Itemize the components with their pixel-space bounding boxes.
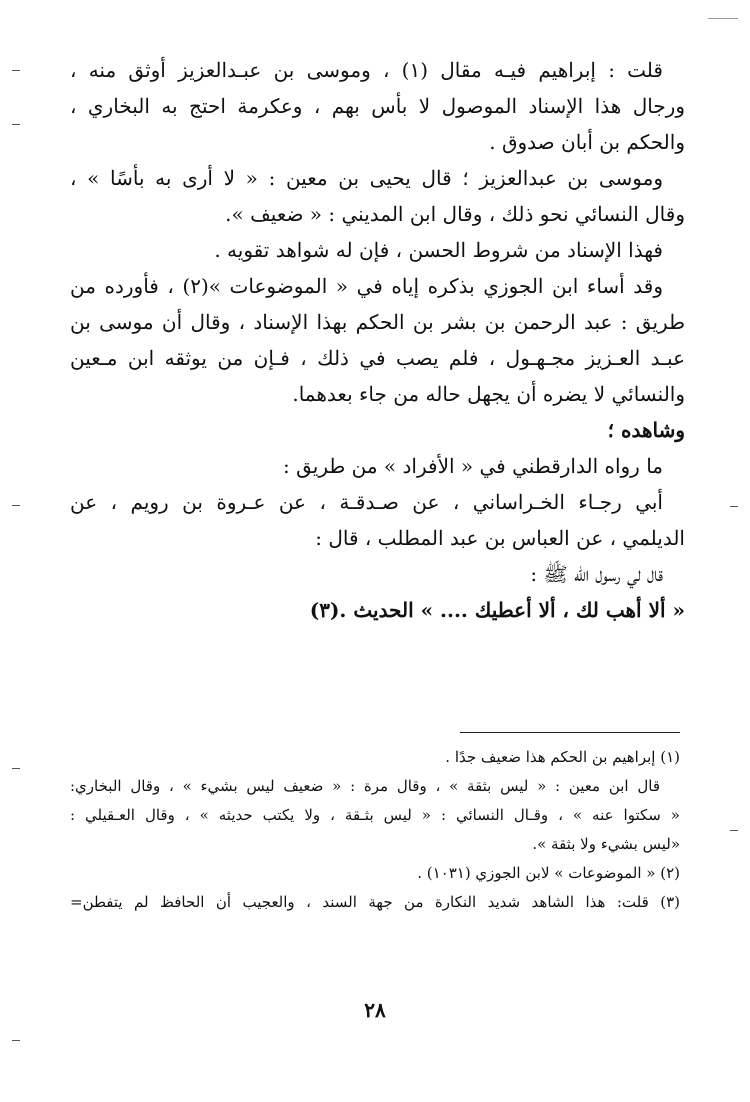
text-line: ورجال هذا الإسناد الموصول لا بأس بهم ، وعكرمة احتج به البخاري ، — [70, 94, 685, 118]
footnote-line: (١) إبراهيم بن الحكم هذا ضعيف جدًا . — [445, 748, 680, 766]
footnotes — [70, 732, 680, 917]
footnote-line: قال ابن معين : « ليس بثقة » ، وقال مرة : « ضعيف ليس بشيء » ، وقال البخاري: — [70, 777, 660, 795]
text-line: وشاهده ؛ — [607, 418, 685, 442]
scan-mark — [730, 830, 738, 831]
text-line: « ألا أهب لك ، ألا أعطيك .... » الحديث .(٣) — [309, 598, 685, 622]
footnote-line: (٣) قلت: هذا الشاهد شديد النكارة من جهة السند ، والعجيب أن الحافظ لم يتفطن= — [70, 893, 680, 911]
scan-mark — [730, 506, 738, 507]
scan-mark — [12, 124, 20, 125]
text-line: وقال النسائي نحو ذلك ، وقال ابن المديني : « ضعيف ». — [225, 202, 685, 226]
page-number: ٢٨ — [364, 998, 386, 1022]
text-line: فهذا الإسناد من شروط الحسن ، فإن له شواهد تقويه . — [214, 238, 663, 262]
text-line: والنسائي لا يضره أن يجهل حاله من جاء بعدهما. — [292, 382, 685, 406]
footnote-separator — [460, 732, 680, 733]
scan-mark — [12, 505, 20, 506]
main-text — [70, 52, 685, 628]
footnote-line: (٢) « الموضوعات » لابن الجوزي (١٠٣١) . — [417, 864, 680, 882]
scan-mark — [12, 768, 20, 769]
text-line: قال لي رسول الله ﷺ : — [530, 562, 663, 586]
text-line: الديلمي ، عن العباس بن عبد المطلب ، قال : — [315, 526, 685, 550]
footnote-line: «ليس بشيء ولا بثقة ». — [532, 835, 680, 853]
text-line: وقد أساء ابن الجوزي بذكره إياه في « الموضوعات »(٢) ، فأورده من — [70, 274, 663, 298]
scan-mark — [708, 18, 738, 19]
text-line: أبي رجـاء الخـراساني ، عن صـدقـة ، عن عـروة بن رويم ، عن — [70, 490, 663, 514]
text-line: طريق : عبد الرحمن بن بشر بن الحكم بهذا الإسناد ، وقال أن موسى بن — [70, 310, 685, 334]
text-line: قلت : إبراهيم فيـه مقال (١) ، وموسى بن عبـدالعزيز أوثق منه ، — [70, 58, 663, 82]
text-line: والحكم بن أبان صدوق . — [489, 130, 685, 154]
scan-mark — [12, 70, 20, 71]
text-line: وموسى بن عبدالعزيز ؛ قال يحيى بن معين : « لا أرى به بأسًا » ، — [70, 166, 663, 190]
text-line: ما رواه الدارقطني في « الأفراد » من طريق : — [282, 454, 663, 478]
scan-mark — [12, 1040, 20, 1041]
footnote-line: « سكتوا عنه » ، وقـال النسائي : « ليس بثـقة ، ولا يكتب حديثه » ، وقال العـقيلي : — [70, 806, 680, 824]
text-line: عبـد العـزيز مجـهـول ، فلم يصب في ذلك ، فـإن من يوثقه ابن مـعين — [70, 346, 685, 370]
